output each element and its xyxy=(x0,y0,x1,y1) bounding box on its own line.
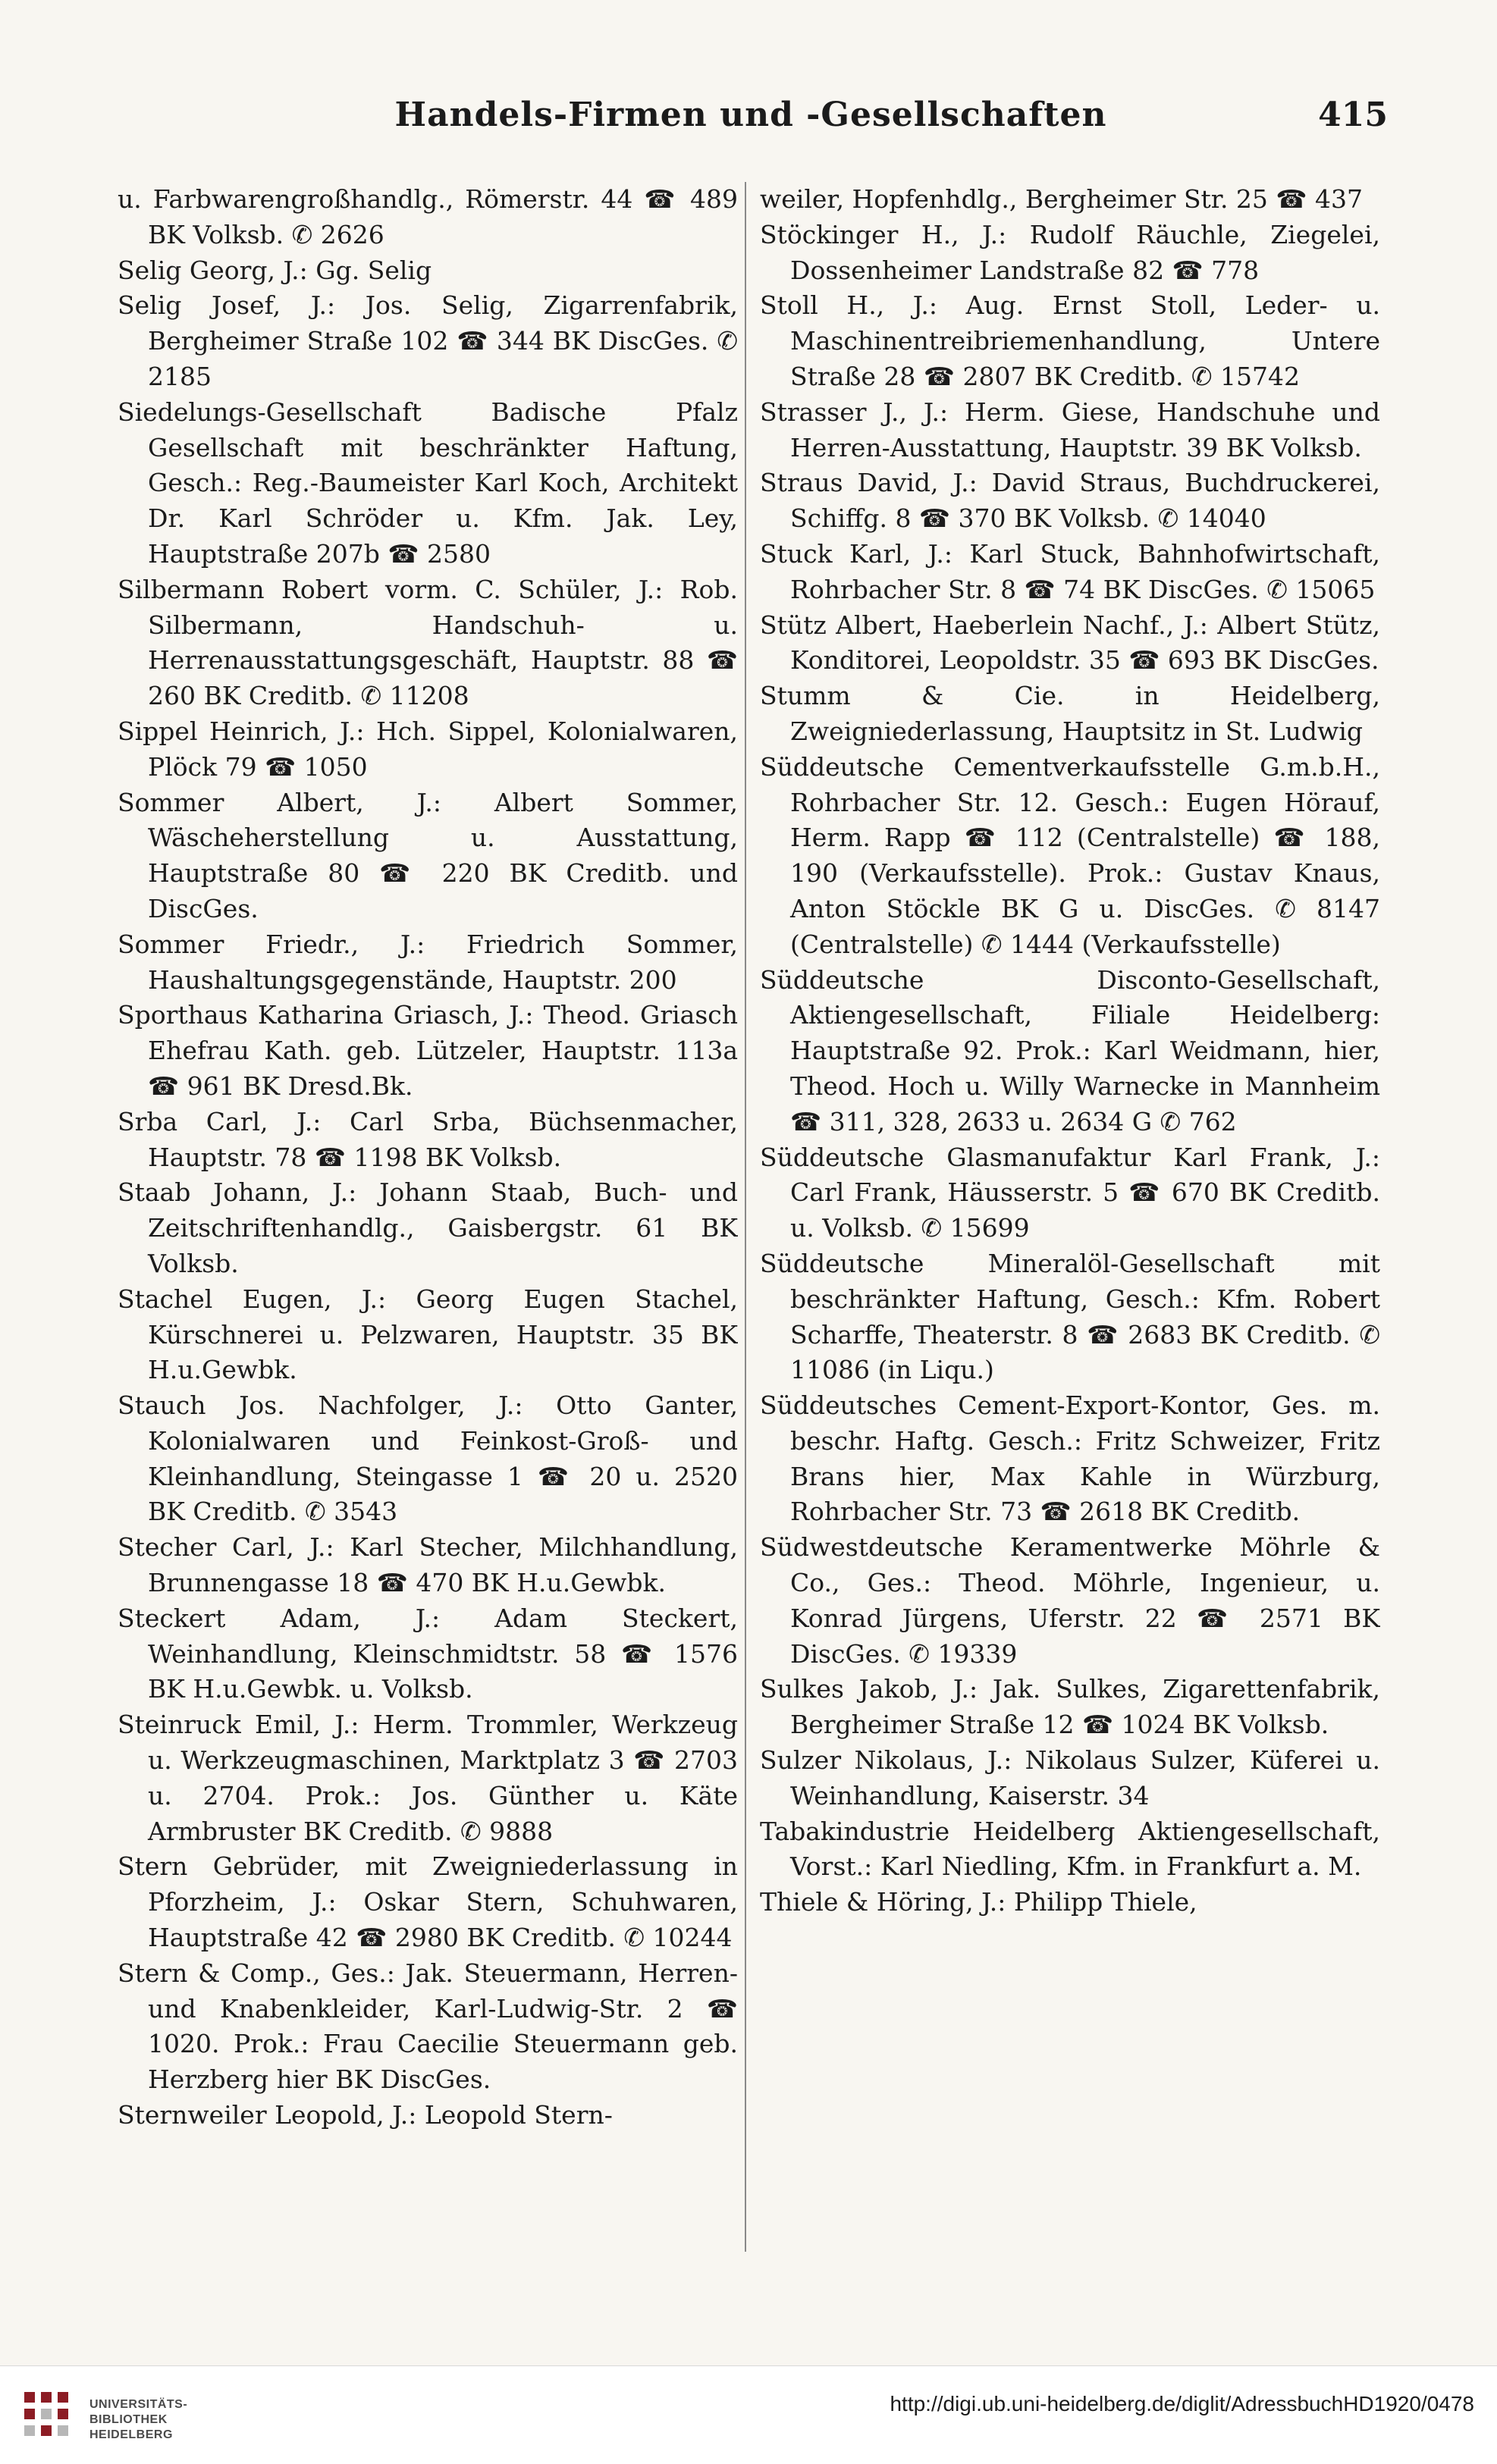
directory-entry: Stern & Comp., Ges.: Jak. Steuermann, Herren- und Knabenkleider, Karl-Ludwig-Str. 2 ☎ 1020. Prok.: Frau Caecilie Steuermann geb. Herzberg hier BK DiscGes. xyxy=(118,1958,738,2095)
directory-entry: Thiele & Höring, J.: Philipp Thiele, xyxy=(760,1887,1197,1917)
directory-entry: Sporthaus Katharina Griasch, J.: Theod. Griasch Ehefrau Kath. geb. Lützeler, Hauptstr. 113a ☎ 961 BK Dresd.Bk. xyxy=(118,1000,738,1101)
directory-entry: Südwestdeutsche Keramentwerke Möhrle & Co., Ges.: Theod. Möhrle, Ingenieur, u. Konrad Jürgens, Uferstr. 22 ☎ 2571 BK DiscGes. ✆ 19339 xyxy=(760,1532,1380,1669)
left-column xyxy=(118,182,738,2274)
column-divider xyxy=(745,182,746,2252)
logo-text-line: HEIDELBERG xyxy=(89,2428,173,2441)
right-column xyxy=(760,182,1380,2274)
directory-entry: Sulzer Nikolaus, J.: Nikolaus Sulzer, Küferei u. Weinhandlung, Kaiserstr. 34 xyxy=(760,1745,1380,1810)
directory-entry: Selig Georg, J.: Gg. Selig xyxy=(118,255,432,285)
library-emblem-icon xyxy=(18,2386,74,2442)
digitization-footer xyxy=(0,2365,1497,2464)
directory-entry: Sulkes Jakob, J.: Jak. Sulkes, Zigarettenfabrik, Bergheimer Straße 12 ☎ 1024 BK Volksb. xyxy=(760,1674,1380,1740)
source-url-link[interactable]: http://digi.ub.uni-heidelberg.de/diglit/AdressbuchHD1920/0478 xyxy=(890,2392,1474,2415)
directory-entry: Süddeutsche Mineralöl-Gesellschaft mit beschränkter Haftung, Gesch.: Kfm. Robert Scharffe, Theaterstr. 8 ☎ 2683 BK Creditb. ✆ 11086 (in Liqu.) xyxy=(760,1248,1380,1385)
directory-entry: weiler, Hopfenhdlg., Bergheimer Str. 25 ☎ 437 xyxy=(760,184,1363,214)
logo-text-line: BIBLIOTHEK xyxy=(89,2413,168,2426)
running-title: Handels-Firmen und -Gesellschaften xyxy=(394,96,1107,134)
directory-entry: Steckert Adam, J.: Adam Steckert, Weinhandlung, Kleinschmidtstr. 58 ☎ 1576 BK H.u.Gewbk. u. Volksb. xyxy=(118,1603,738,1704)
directory-entry: Sommer Albert, J.: Albert Sommer, Wäscheherstellung u. Ausstattung, Hauptstraße 80 ☎ 220 BK Creditb. und DiscGes. xyxy=(118,787,738,923)
directory-entry: Stauch Jos. Nachfolger, J.: Otto Ganter, Kolonialwaren und Feinkost-Groß- und Kleinhandlung, Steingasse 1 ☎ 20 u. 2520 BK Creditb. ✆ 3543 xyxy=(118,1390,738,1527)
directory-entry: Stumm & Cie. in Heidelberg, Zweigniederlassung, Hauptsitz in St. Ludwig xyxy=(760,681,1380,746)
directory-entry: Staab Johann, J.: Johann Staab, Buch- und Zeitschriftenhandlg., Gaisbergstr. 61 BK Volksb. xyxy=(118,1177,738,1278)
directory-entry: Sommer Friedr., J.: Friedrich Sommer, Haushaltungsgegenstände, Hauptstr. 200 xyxy=(118,929,738,995)
directory-entry: Süddeutsche Cementverkaufsstelle G.m.b.H., Rohrbacher Str. 12. Gesch.: Eugen Hörauf, Herm. Rapp ☎ 112 (Centralstelle) ☎ 188, 190 (Verkaufsstelle). Prok.: Gustav Knaus, Anton Stöckle BK G u. DiscGes. ✆ 8147 (Centralstelle) ✆ 1444 (Verkaufsstelle) xyxy=(760,751,1380,959)
directory-entry: Silbermann Robert vorm. C. Schüler, J.: Rob. Silbermann, Handschuh- u. Herrenausstattungsgeschäft, Hauptstr. 88 ☎ 260 BK Creditb. ✆ 11208 xyxy=(118,574,738,711)
directory-entry: Strasser J., J.: Herm. Giese, Handschuhe und Herren-Ausstattung, Hauptstr. 39 BK Volksb. xyxy=(760,397,1380,462)
library-logo xyxy=(18,2380,268,2448)
directory-entry: Süddeutsches Cement-Export-Kontor, Ges. m. beschr. Haftg. Gesch.: Fritz Schweizer, Fritz Brans hier, Max Kahle in Würzburg, Rohrbacher Str. 73 ☎ 2618 BK Creditb. xyxy=(760,1390,1380,1527)
directory-entry: Tabakindustrie Heidelberg Aktiengesellschaft, Vorst.: Karl Niedling, Kfm. in Frankfurt a. M. xyxy=(760,1816,1380,1882)
directory-entry: Süddeutsche Glasmanufaktur Karl Frank, J.: Carl Frank, Häusserstr. 5 ☎ 670 BK Creditb. u. Volksb. ✆ 15699 xyxy=(760,1142,1380,1243)
page-number: 415 xyxy=(1318,96,1388,134)
directory-entry: Siedelungs-Gesellschaft Badische Pfalz Gesellschaft mit beschränkter Haftung, Gesch.: Reg.-Baumeister Karl Koch, Architekt Dr. Karl Schröder u. Kfm. Jak. Ley, Hauptstraße 207b ☎ 2580 xyxy=(118,397,738,569)
directory-entry: Selig Josef, J.: Jos. Selig, Zigarrenfabrik, Bergheimer Straße 102 ☎ 344 BK DiscGes. ✆ 2185 xyxy=(118,290,738,391)
directory-entry: Stütz Albert, Haeberlein Nachf., J.: Albert Stütz, Konditorei, Leopoldstr. 35 ☎ 693 BK DiscGes. xyxy=(760,610,1380,676)
directory-entry: Straus David, J.: David Straus, Buchdruckerei, Schiffg. 8 ☎ 370 BK Volksb. ✆ 14040 xyxy=(760,468,1380,534)
directory-entry: Stöckinger H., J.: Rudolf Räuchle, Ziegelei, Dossenheimer Landstraße 82 ☎ 778 xyxy=(760,219,1380,285)
page-header xyxy=(114,89,1388,143)
directory-entry: Sternweiler Leopold, J.: Leopold Stern- xyxy=(118,2100,613,2130)
logo-text-line: UNIVERSITÄTS- xyxy=(89,2398,188,2411)
directory-entry: Stuck Karl, J.: Karl Stuck, Bahnhofwirtschaft, Rohrbacher Str. 8 ☎ 74 BK DiscGes. ✆ 15065 xyxy=(760,538,1380,604)
directory-entry: Süddeutsche Disconto-Gesellschaft, Aktiengesellschaft, Filiale Heidelberg: Hauptstraße 92. Prok.: Karl Weidmann, hier, Theod. Hoch u. Willy Warnecke in Mannheim ☎ 311, 328, 2633 u. 2634 G ✆ 762 xyxy=(760,964,1380,1136)
directory-entry: Srba Carl, J.: Carl Srba, Büchsenmacher, Hauptstr. 78 ☎ 1198 BK Volksb. xyxy=(118,1106,738,1172)
directory-entry: Steinruck Emil, J.: Herm. Trommler, Werkzeug u. Werkzeugmaschinen, Marktplatz 3 ☎ 2703 u. 2704. Prok.: Jos. Günther u. Käte Armbruster BK Creditb. ✆ 9888 xyxy=(118,1710,738,1846)
directory-entry: Stern Gebrüder, mit Zweigniederlassung in Pforzheim, J.: Oskar Stern, Schuhwaren, Hauptstraße 42 ☎ 2980 BK Creditb. ✆ 10244 xyxy=(118,1851,738,1953)
directory-entry: Stecher Carl, J.: Karl Stecher, Milchhandlung, Brunnengasse 18 ☎ 470 BK H.u.Gewbk. xyxy=(118,1532,738,1598)
directory-entry: u. Farbwarengroßhandlg., Römerstr. 44 ☎ 489 BK Volksb. ✆ 2626 xyxy=(118,184,738,249)
directory-entry: Sippel Heinrich, J.: Hch. Sippel, Kolonialwaren, Plöck 79 ☎ 1050 xyxy=(118,716,738,782)
directory-entry: Stachel Eugen, J.: Georg Eugen Stachel, Kürschnerei u. Pelzwaren, Hauptstr. 35 BK H.u.Gewbk. xyxy=(118,1284,738,1385)
directory-entry: Stoll H., J.: Aug. Ernst Stoll, Leder- u. Maschinentreibriemenhandlung, Untere Straße 28 ☎ 2807 BK Creditb. ✆ 15742 xyxy=(760,290,1380,391)
